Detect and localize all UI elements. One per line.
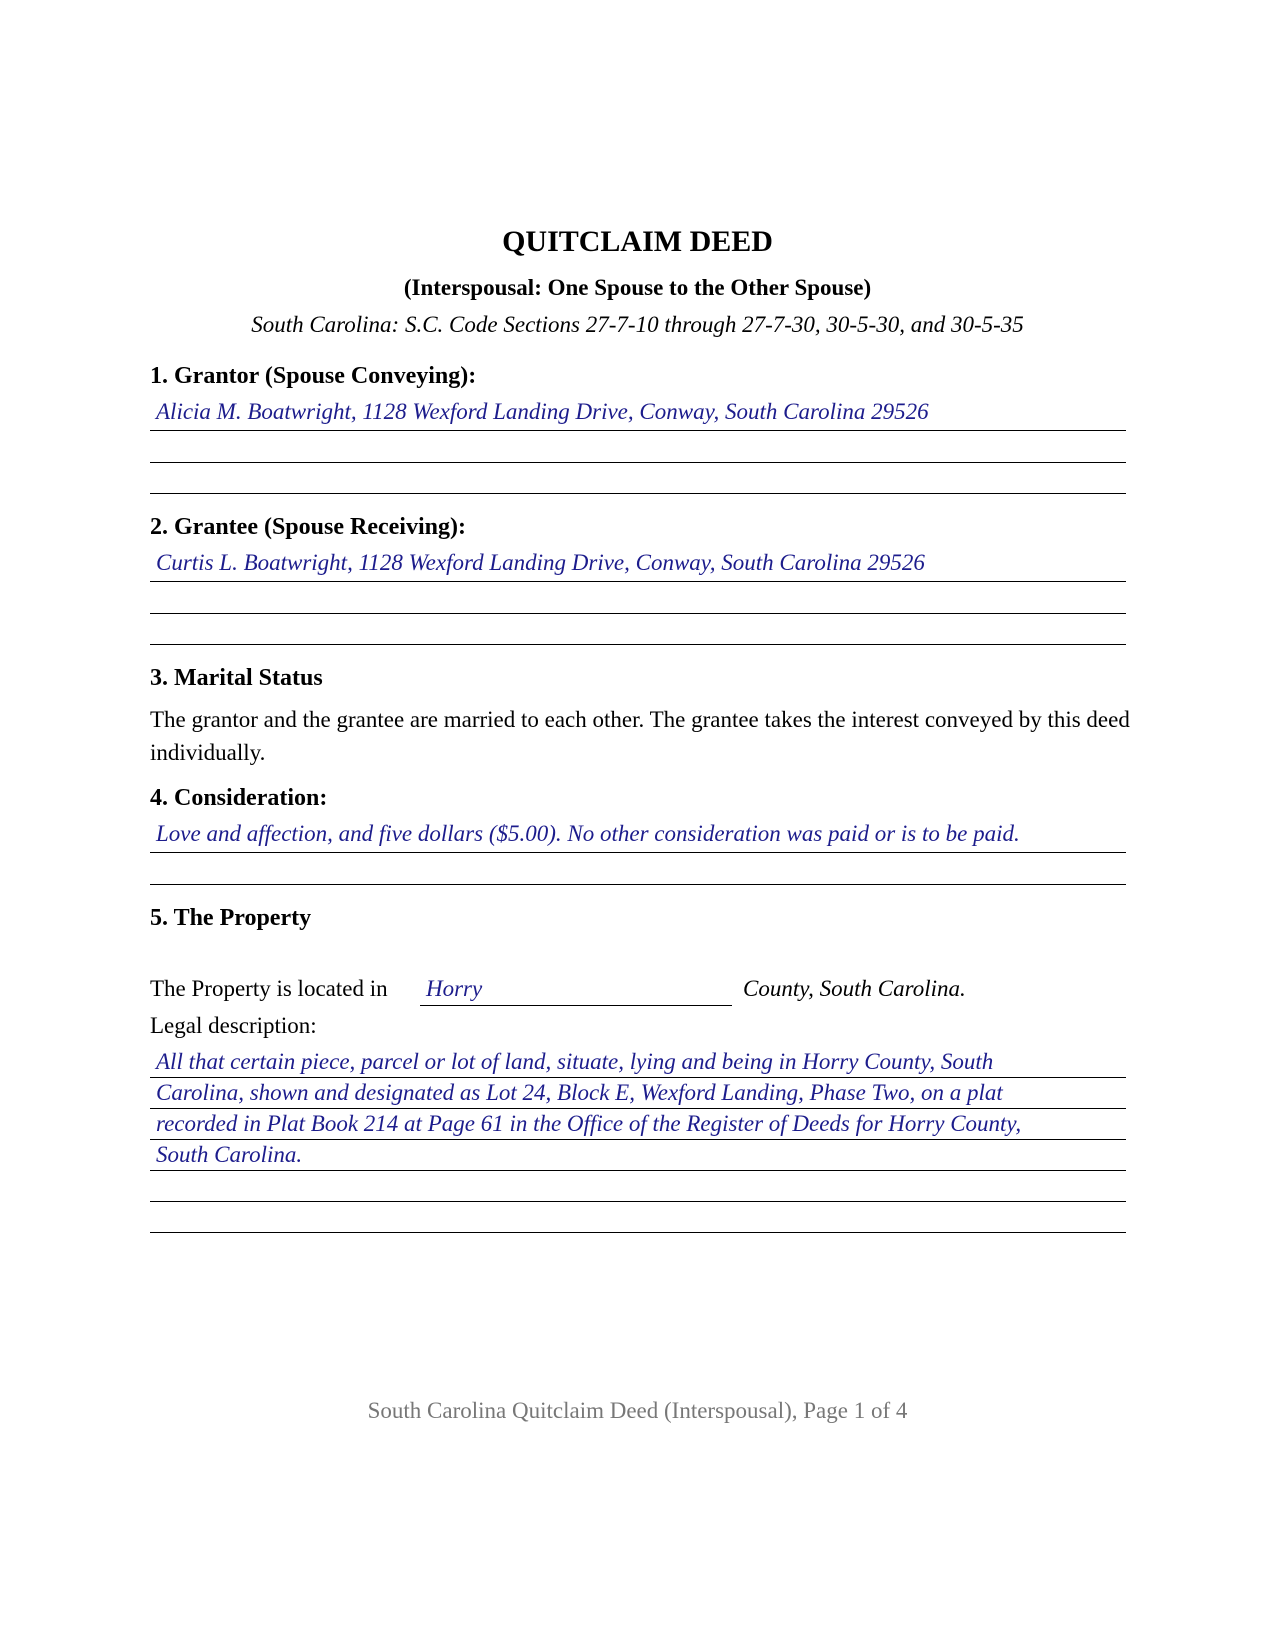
statute-reference: South Carolina: S.C. Code Sections 27-7-10 through 27-7-30, 30-5-30, and 30-5-35 bbox=[251, 312, 1024, 337]
grantee-line-3 bbox=[150, 644, 1126, 645]
legal-rule-5 bbox=[150, 1201, 1126, 1202]
grantee-line-1 bbox=[150, 581, 1126, 582]
legal-description-line-3: recorded in Plat Book 214 at Page 61 in the Office of the Register of Deeds for Horry County, bbox=[156, 1111, 1022, 1136]
legal-description-line-4: South Carolina. bbox=[156, 1142, 303, 1167]
legal-rule-1 bbox=[150, 1077, 1126, 1078]
legal-rule-2 bbox=[150, 1108, 1126, 1109]
legal-rule-6 bbox=[150, 1232, 1126, 1233]
legal-rule-4 bbox=[150, 1170, 1126, 1171]
consideration-heading: 4. Consideration: bbox=[150, 785, 328, 811]
page-footer: South Carolina Quitclaim Deed (Interspousal), Page 1 of 4 bbox=[367, 1398, 908, 1423]
legal-description-label: Legal description: bbox=[150, 1013, 317, 1038]
grantor-heading: 1. Grantor (Spouse Conveying): bbox=[150, 363, 477, 389]
county-value: Horry bbox=[426, 976, 483, 1001]
legal-description-line-2: Carolina, shown and designated as Lot 24, Block E, Wexford Landing, Phase Two, on a plat bbox=[156, 1080, 1003, 1105]
property-heading: 5. The Property bbox=[150, 905, 312, 931]
grantee-heading: 2. Grantee (Spouse Receiving): bbox=[150, 514, 466, 540]
grantor-value: Alicia M. Boatwright, 1128 Wexford Landing Drive, Conway, South Carolina 29526 bbox=[156, 399, 929, 424]
property-location-prefix: The Property is located in bbox=[150, 976, 388, 1001]
consideration-line-2 bbox=[150, 884, 1126, 885]
grantor-line-1 bbox=[150, 430, 1126, 431]
grantee-line-2 bbox=[150, 613, 1126, 614]
grantor-line-2 bbox=[150, 462, 1126, 463]
county-suffix: County, South Carolina. bbox=[743, 976, 966, 1001]
grantee-value: Curtis L. Boatwright, 1128 Wexford Landing Drive, Conway, South Carolina 29526 bbox=[156, 550, 925, 575]
document-subtitle: (Interspousal: One Spouse to the Other Spouse) bbox=[403, 275, 872, 300]
grantor-line-3 bbox=[150, 493, 1126, 494]
legal-rule-3 bbox=[150, 1139, 1126, 1140]
document-title: QUITCLAIM DEED bbox=[502, 225, 773, 258]
county-line bbox=[420, 1005, 732, 1006]
consideration-value: Love and affection, and five dollars ($5.00). No other consideration was paid or is to be paid. bbox=[156, 821, 1020, 846]
marital-status-heading: 3. Marital Status bbox=[150, 665, 323, 691]
marital-status-text: The grantor and the grantee are married to each other. The grantee takes the interest conveyed by this deed individually. bbox=[150, 707, 1130, 765]
consideration-line-1 bbox=[150, 852, 1126, 853]
legal-description-line-1: All that certain piece, parcel or lot of land, situate, lying and being in Horry County, South bbox=[156, 1049, 994, 1074]
